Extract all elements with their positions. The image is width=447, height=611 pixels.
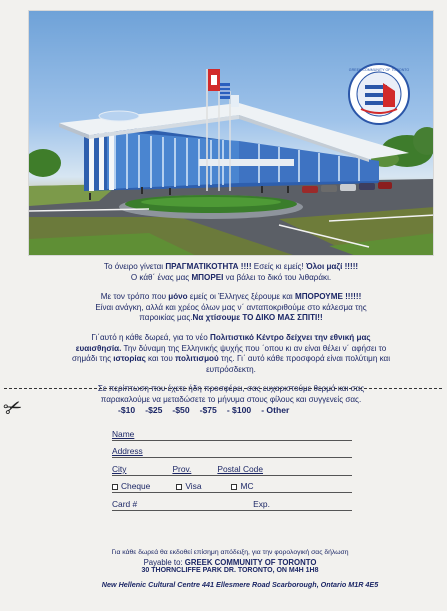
amount-other[interactable]: - Other	[261, 405, 290, 415]
city-prov-postal-field[interactable]	[112, 458, 352, 476]
building	[59, 103, 409, 191]
amount-50[interactable]: -$50	[172, 405, 190, 415]
amount-75[interactable]: -$75	[199, 405, 217, 415]
cheque-option[interactable]: Cheque	[112, 481, 150, 492]
front-planter	[119, 195, 303, 219]
paragraph-3: Γι΄αυτό η κάθε δωρεά, για το νέο Πολιτιστικό Κέντρο δείχνει την εθνική μας ευαισθησία. Την δύναμη της Ελληνικής ψυχής που ΄οπου κι αν είναι θέλει ν΄ αφήσει το σημάδι της ιστορίας και του πολιτισμού της. Γι΄ αυτό κάθε προσφορά είναι πολύτιμη και ευπρόσδεκτη.	[72, 332, 390, 374]
mc-checkbox[interactable]	[231, 484, 237, 490]
cultural-centre-rendering	[28, 10, 434, 256]
postal-code-label: Postal Code	[217, 463, 263, 474]
name-field[interactable]	[112, 423, 352, 441]
appeal-text	[28, 262, 434, 415]
cultural-centre-address: New Hellenic Cultural Centre 441 Ellesmere Road Scarborough, Ontario M1R 4E5	[101, 580, 379, 589]
exp-label: Exp.	[253, 498, 270, 509]
city-label: City	[112, 463, 127, 474]
address-label: Address	[112, 446, 143, 457]
paragraph-4: Σε περίπτωση που έχετε ήδη προσφέρει, σας ευχαριστούμε θερμά και σας παρακαλούμε να μεταδώσετε το μήνυμα στους φίλους και συγγενείς σας.	[97, 384, 365, 404]
mc-option[interactable]: MC	[231, 481, 253, 492]
name-label: Name	[112, 428, 135, 439]
payable-to: Payable to: GREEK COMMUNITY OF TORONTO	[143, 558, 317, 567]
scissors-icon: ✂	[0, 393, 27, 424]
payment-method-field	[112, 476, 352, 494]
prov-label: Prov.	[172, 463, 192, 474]
address-field[interactable]	[112, 441, 352, 459]
card-label: Card #	[112, 498, 138, 509]
payable-name: GREEK COMMUNITY OF TORONTO	[184, 558, 317, 567]
building-illustration	[29, 11, 434, 256]
donation-amounts	[118, 405, 352, 415]
visa-option[interactable]: Visa	[176, 481, 201, 492]
payable-address: 30 THORNCLIFFE PARK DR. TORONTO, ON M4H 1H8	[141, 567, 319, 574]
greek-community-logo	[349, 64, 409, 124]
dashed-cut-line	[4, 388, 442, 389]
card-field[interactable]	[112, 493, 352, 511]
donation-form	[112, 405, 352, 511]
logo-text: GREEK COMMUNITY OF TORONTO	[348, 68, 410, 72]
visa-checkbox[interactable]	[176, 484, 182, 490]
amount-10[interactable]: -$10	[118, 405, 136, 415]
receipt-note: Για κάθε δωρεά θα εκδοθεί επίσημη απόδειξη, για την φορολογική σας δήλωση	[111, 549, 349, 556]
cheque-checkbox[interactable]	[112, 484, 118, 490]
amount-100[interactable]: - $100	[226, 405, 252, 415]
amount-25[interactable]: -$25	[145, 405, 163, 415]
paragraph-2: Με τον τρόπο που μόνο εμείς οι Έλληνες ξέρουμε και ΜΠΟΡΟΥΜΕ !!!!!! Είναι ανάγκη, αλλά και χρέος όλων μας ν΄ ανταποκριθούμε στο κάλεσμα της παροικίας μας.Να χτίσουμε ΤΟ ΔΙΚΟ ΜΑΣ ΣΠΙΤΙ!!	[95, 292, 367, 323]
paragraph-1: Το όνειρο γίνεται ΠΡΑΓΜΑΤΙΚΟΤΗΤΑ !!!! Εσείς κι εμείς! Όλοι μαζί !!!!! Ο κάθ΄ ένας μας ΜΠΟΡΕΙ να βάλει το δικό του λιθαράκι.	[103, 262, 359, 282]
